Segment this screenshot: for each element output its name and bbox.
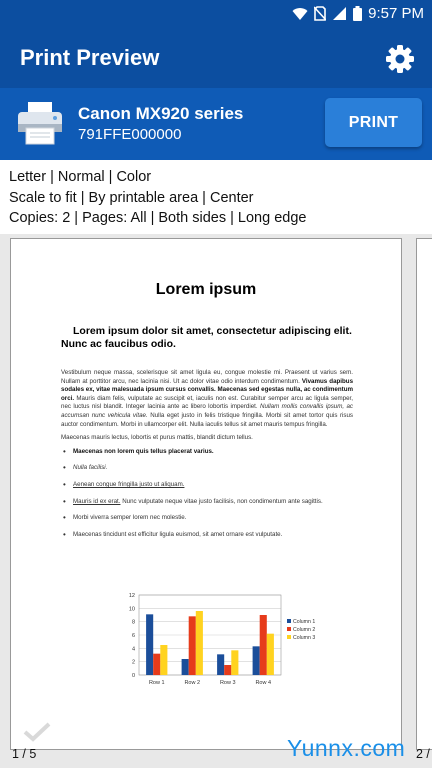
printer-name: Canon MX920 series (78, 104, 244, 123)
chart-bar (224, 665, 231, 675)
chart-x-tick-label: Row 2 (184, 680, 201, 686)
chart-y-tick-label: 10 (128, 606, 135, 613)
chart-bar (253, 646, 260, 675)
status-time: 9:57 PM (368, 5, 424, 22)
chart-y-tick-label: 12 (128, 593, 135, 599)
chart-legend-swatch (287, 635, 291, 639)
watermark-text: Yunnx.com (287, 735, 406, 761)
list-item: • Aenean congue fringilla justo ut aliquam. (61, 481, 353, 490)
chart-bar (267, 634, 274, 675)
status-icons (292, 5, 424, 22)
list-item: • Mauris id ex erat. Nunc vulputate neque vitae justo facilisis, non condimentum ante sagittis. (61, 498, 353, 507)
chart-bar (160, 645, 167, 675)
summary-copies-line: Copies: 2 | Pages: All | Both sides | Long edge (9, 210, 307, 226)
chart-bar (189, 616, 196, 675)
next-preview-page[interactable] (416, 238, 432, 750)
summary-scale-line: Scale to fit | By printable area | Center (9, 189, 254, 206)
chart-x-tick-label: Row 1 (148, 680, 165, 686)
list-item: • Maecenas tincidunt est efficitur ligula euismod, sit amet ornare est vulputate. (61, 531, 353, 540)
chart-bar (217, 654, 224, 675)
list-item: • Morbi viverra semper lorem nec molestie. (61, 514, 353, 523)
no-sim-icon (314, 6, 326, 21)
list-item: • Maecenas non lorem quis tellus placerat varius. (61, 448, 353, 457)
document-paragraph: Maecenas mauris lectus, lobortis et purus mattis, blandit dictum tellus. (61, 434, 253, 442)
document-title: Lorem ipsum (155, 281, 257, 298)
chart-bar (196, 611, 203, 675)
app-bar (0, 30, 432, 88)
document-subtitle: Lorem ipsum dolor sit amet, consectetur adipiscing elit. Nunc ac faucibus odio. (61, 325, 352, 350)
printer-panel[interactable] (0, 88, 432, 160)
status-bar (0, 0, 432, 30)
list-item: • Nulla facilisi. (61, 464, 353, 473)
chart-legend-swatch (287, 627, 291, 631)
chart-legend-label: Column 2 (293, 627, 316, 633)
document-list (61, 448, 353, 540)
print-settings-summary[interactable] (0, 160, 432, 234)
document-body (61, 369, 353, 547)
preview-page[interactable] (10, 238, 402, 750)
chart-y-tick-label: 6 (131, 633, 135, 639)
chart-legend-label: Column 3 (293, 635, 316, 641)
summary-paper-line: Letter | Normal | Color (9, 169, 152, 185)
chart-bar (146, 614, 153, 675)
chart-y-tick-label: 4 (131, 646, 135, 653)
page-title: Print Preview (20, 45, 160, 70)
gear-icon[interactable] (384, 43, 416, 75)
next-page-counter: 2 / (416, 747, 430, 761)
preview-area[interactable] (0, 234, 432, 768)
checkmark-icon[interactable] (23, 722, 51, 742)
printer-icon (16, 98, 64, 146)
chart-bar (231, 650, 238, 675)
page-counter: 1 / 5 (12, 747, 37, 761)
signal-icon (332, 6, 347, 21)
chart-y-tick-label: 8 (131, 619, 135, 626)
battery-icon (353, 6, 362, 21)
chart-legend-swatch (287, 619, 291, 623)
chart-bar (182, 659, 189, 675)
bar-chart (119, 589, 319, 693)
print-button[interactable]: PRINT (325, 98, 422, 147)
wifi-icon (292, 7, 308, 21)
chart-legend-label: Column 1 (293, 619, 316, 625)
printer-id: 791FFE000000 (78, 126, 182, 143)
chart-x-tick-label: Row 3 (219, 680, 236, 686)
chart-y-tick-label: 0 (131, 673, 135, 679)
document-paragraph: Vestibulum neque massa, scelerisque sit amet ligula eu, congue molestie mi. Praesent ut varius sem. Nullam at porttitor arcu, nec lacinia nisi. Ut ac dolor vitae odio interdum condimentum. Vivamus dapibus sodales ex, vitae malesuada ipsum cursus convallis. Maecenas sed egestas nulla, ac condimentum orci. Mauris diam felis, vulputate ac suscipit et, iaculis non est. Curabitur semper arcu ac ligula semper, nec luctus nisl blandit. Integer lacinia ante ac libero lobortis imperdiet. Nullam mollis convallis ipsum, ac accumsan nunc vehicula vitae. Nulla eget justo in felis tristique fringilla. Morbi sit amet tortor quis risus auctor condimentum. Morbi in ullamcorper elit. Nulla iaculis tellus sit amet mauris tempus fringilla. (61, 369, 354, 428)
chart-bar (153, 654, 160, 675)
chart-y-tick-label: 2 (131, 659, 135, 666)
chart-bar (260, 615, 267, 675)
chart-x-tick-label: Row 4 (255, 680, 272, 686)
